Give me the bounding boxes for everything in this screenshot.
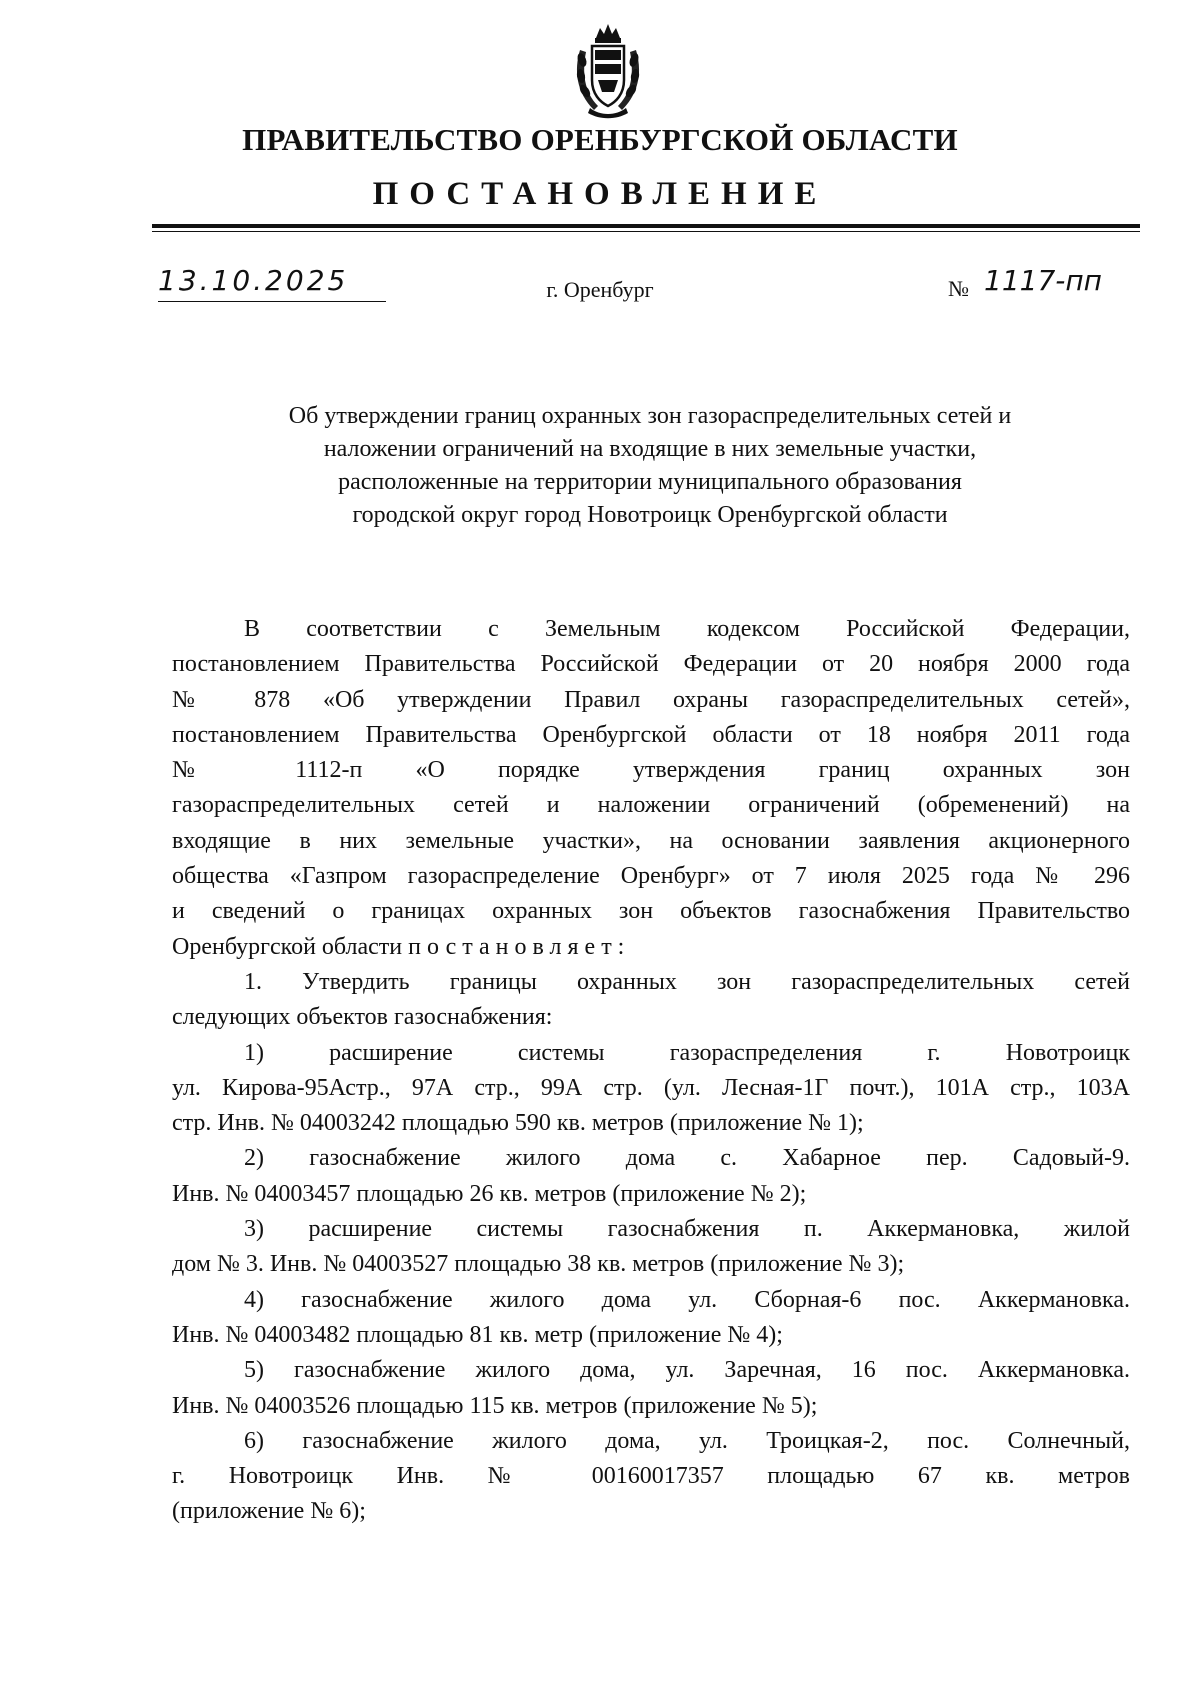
body-line: 4) газоснабжение жилого дома ул. Сборная-6 пос. Аккермановка.	[244, 1286, 1130, 1313]
organization-name: ПРАВИТЕЛЬСТВО ОРЕНБУРГСКОЙ ОБЛАСТИ	[242, 122, 958, 157]
preamble-last-line: Оренбургской области	[172, 933, 403, 960]
list-item	[172, 1424, 1130, 1530]
body-line: 3) расширение системы газоснабжения п. Аккермановка, жилой	[244, 1216, 1130, 1243]
body-line: № 1112-п «О порядке утверждения границ охранных зон	[172, 757, 1130, 784]
clause-1	[172, 965, 1130, 1036]
decree-word: постановляет:	[408, 933, 631, 960]
body-line: 1) расширение системы газораспределения г. Новотроицк	[244, 1039, 1130, 1066]
body-line: ул. Кирова-95Астр., 97А стр., 99А стр. (ул. Лесная-1Г почт.), 101А стр., 103А	[172, 1074, 1130, 1101]
body-line: 6) газоснабжение жилого дома, ул. Троицкая-2, пос. Солнечный,	[244, 1427, 1130, 1454]
body-line: Инв. № 04003482 площадью 81 кв. метр (приложение № 4);	[172, 1321, 783, 1348]
body-line: следующих объектов газоснабжения:	[172, 1004, 553, 1031]
body-line: В соответствии с Земельным кодексом Российской Федерации,	[244, 616, 1130, 642]
document-title	[170, 400, 1130, 532]
list-item	[172, 1036, 1130, 1142]
header-divider-thin	[152, 231, 1140, 232]
body-line: газораспределительных сетей и наложении ограничений (обременений) на	[172, 792, 1130, 819]
number-value: 1117-пп	[984, 264, 1102, 297]
title-line: расположенные на территории муниципального образования	[338, 469, 962, 495]
title-line: наложении ограничений на входящие в них земельные участки,	[323, 436, 977, 462]
list-item	[172, 1141, 1130, 1212]
body-line: и сведений о границах охранных зон объектов газоснабжения Правительство	[172, 898, 1130, 925]
title-line: Об утверждении границ охранных зон газораспределительных сетей и	[288, 403, 1012, 429]
body-line: входящие в них земельные участки», на основании заявления акционерного	[172, 827, 1130, 854]
body-line: стр. Инв. № 04003242 площадью 590 кв. метров (приложение № 1);	[172, 1110, 864, 1137]
body-line: Инв. № 04003457 площадью 26 кв. метров (приложение № 2);	[172, 1180, 807, 1207]
body-line: 2) газоснабжение жилого дома с. Хабарное пер. Садовый-9.	[244, 1145, 1130, 1172]
list-item	[172, 1353, 1130, 1424]
body-line: № 878 «Об утверждении Правил охраны газораспределительных сетей»,	[172, 686, 1130, 713]
body-line: постановлением Правительства Оренбургской области от 18 ноября 2011 года	[172, 721, 1130, 748]
coat-of-arms-icon	[568, 20, 648, 120]
body-line: (приложение № 6);	[172, 1498, 366, 1525]
preamble-paragraph	[172, 612, 1130, 965]
body-line: 1. Утвердить границы охранных зон газораспределительных сетей	[244, 968, 1130, 995]
body-line	[172, 930, 1130, 965]
number-sign: №	[948, 276, 969, 301]
body-line: Инв. № 04003526 площадью 115 кв. метров (приложение № 5);	[172, 1392, 818, 1419]
document-body	[172, 612, 1130, 1530]
list-item	[172, 1212, 1130, 1283]
body-line: г. Новотроицк Инв. № 00160017357 площадью 67 кв. метров	[172, 1463, 1130, 1490]
list-item	[172, 1283, 1130, 1354]
body-line: общества «Газпром газораспределение Оренбург» от 7 июля 2025 года № 296	[172, 863, 1130, 890]
header-divider-thick	[152, 224, 1140, 228]
title-line: городской округ город Новотроицк Оренбургской области	[352, 502, 948, 528]
body-line: дом № 3. Инв. № 04003527 площадью 38 кв. метров (приложение № 3);	[172, 1251, 905, 1278]
document-number	[948, 264, 1138, 306]
body-line: 5) газоснабжение жилого дома, ул. Заречная, 16 пос. Аккермановка.	[244, 1357, 1130, 1384]
document-type: ПОСТАНОВЛЕНИЕ	[372, 176, 828, 212]
body-line: постановлением Правительства Российской Федерации от 20 ноября 2000 года	[172, 651, 1130, 678]
date-value: 13.10.2025	[158, 264, 349, 297]
document-city: г. Оренбург	[546, 277, 654, 302]
